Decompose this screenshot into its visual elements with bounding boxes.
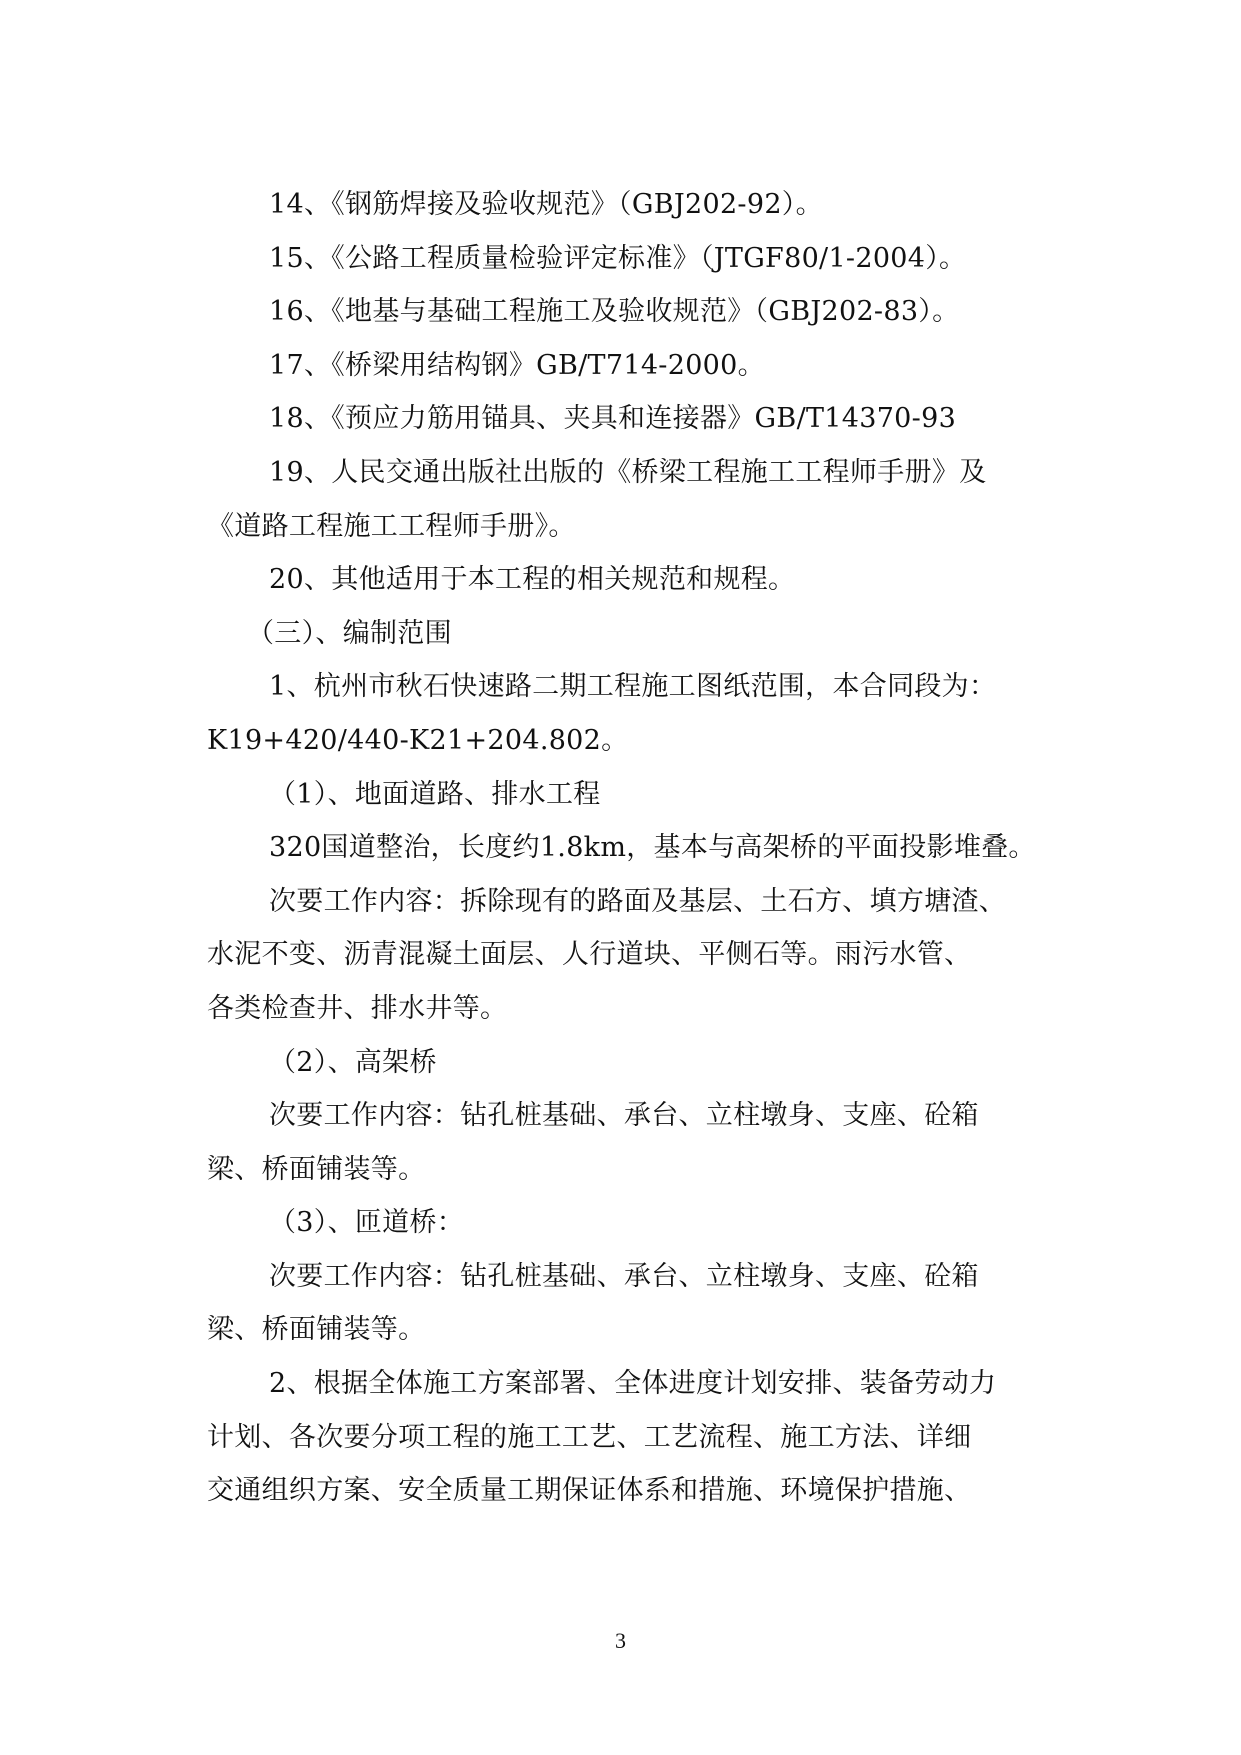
text-line: K19+420/440-K21+204.802。 — [207, 724, 629, 756]
text-line: 水泥不变、沥青混凝土面层、人行道块、平侧石等。雨污水管、 — [207, 939, 972, 971]
text-line: 计划、各次要分项工程的施工工艺、工艺流程、施工方法、详细 — [207, 1421, 972, 1453]
text-line: 17、《桥梁用结构钢》GB/T714-2000。 — [269, 349, 765, 381]
text-line: 14、《钢筋焊接及验收规范》（GBJ202-92）。 — [269, 189, 823, 220]
text-line: 19、人民交通出版社出版的《桥梁工程施工工程师手册》及 — [269, 456, 987, 488]
text-line: （3）、匝道桥： — [269, 1207, 465, 1239]
text-line: 1、杭州市秋石快速路二期工程施工图纸范围，本合同段为： — [269, 671, 997, 703]
text-line: 各类检查井、排水井等。 — [207, 992, 508, 1024]
text-line: 梁、桥面铺装等。 — [207, 1153, 426, 1185]
text-line: 20、其他适用于本工程的相关规范和规程。 — [269, 564, 796, 596]
page-number: 3 — [615, 1628, 626, 1653]
text-line: （2）、高架桥 — [269, 1046, 437, 1078]
text-line: 次要工作内容：钻孔桩基础、承台、立柱墩身、支座、砼箱 — [269, 1100, 979, 1132]
text-line: 2、根据全体施工方案部署、全体进度计划安排、装备劳动力 — [269, 1368, 997, 1400]
text-line: 交通组织方案、安全质量工期保证体系和措施、环境保护措施、 — [207, 1475, 972, 1507]
text-line: 次要工作内容：钻孔桩基础、承台、立柱墩身、支座、砼箱 — [269, 1260, 979, 1292]
text-line: （三）、编制范围 — [247, 617, 452, 649]
text-line: 16、《地基与基础工程施工及验收规范》（GBJ202-83）。 — [269, 296, 960, 328]
text-line: （1）、地面道路、排水工程 — [269, 778, 601, 810]
body-text — [207, 178, 1087, 1518]
text-line: 15、《公路工程质量检验评定标准》（JTGF80/1-2004）。 — [269, 242, 967, 274]
text-line: 次要工作内容：拆除现有的路面及基层、土石方、填方塘渣、 — [269, 885, 1007, 917]
text-line: 320国道整治，长度约1.8km，基本与高架桥的平面投影堆叠。 — [269, 832, 1036, 864]
text-line: 18、《预应力筋用锚具、夹具和连接器》GB/T14370-93 — [269, 403, 957, 435]
text-line: 《道路工程施工工程师手册》。 — [207, 510, 576, 542]
text-line: 梁、桥面铺装等。 — [207, 1314, 426, 1346]
